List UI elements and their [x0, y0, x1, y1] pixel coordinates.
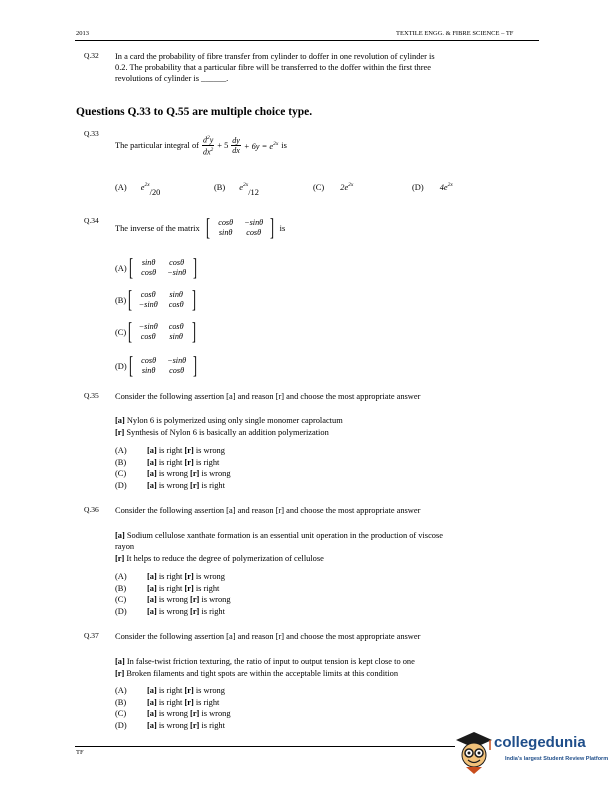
q34-number: Q.34 — [84, 216, 99, 225]
q33-eq-exponent: 2x — [273, 140, 279, 147]
q33-stem-text: The particular integral of — [115, 140, 199, 150]
q35-options — [115, 445, 231, 491]
section-heading: Questions Q.33 to Q.55 are multiple choice type. — [76, 106, 313, 118]
q34-option-a-label: (A) — [115, 263, 127, 273]
q34-option-b[interactable]: (B) [ cosθ sinθ −sinθ cosθ ] — [115, 287, 197, 313]
q33-stem — [115, 134, 287, 156]
footer-rule — [75, 746, 455, 747]
q37-intro: Consider the following assertion [a] and reason [r] and choose the most appropriate answer — [115, 632, 421, 641]
q37-option-c[interactable]: (C) [a] is wrong [r] is wrong — [115, 709, 231, 719]
q33-eq-rhs: + 6y = e — [243, 141, 274, 151]
collegedunia-tagline: India's largest Student Review Platform — [505, 756, 609, 762]
q33-options — [115, 182, 535, 202]
q36-option-b[interactable]: (B) [a] is right [r] is right — [115, 583, 220, 593]
q36-assertion: [a] Sodium cellulose xanthate formation is an essential unit operation in the production of viscose — [115, 531, 443, 540]
q33-option-b[interactable]: (B) $e^{2x}/12$ — [214, 182, 259, 197]
q36-assertion-cont: rayon — [115, 542, 135, 551]
q34-option-b-label: (B) — [115, 295, 127, 305]
q34-option-d-label: (D) — [115, 361, 127, 371]
q33-option-c[interactable]: (C) $2e^{2x}$ — [313, 182, 354, 192]
collegedunia-mascot-icon — [452, 728, 496, 776]
q35-number: Q.35 — [84, 391, 99, 400]
q33-eq-is: is — [281, 140, 287, 150]
header-year: 2013 — [76, 30, 89, 37]
q37-number: Q.37 — [84, 631, 99, 640]
q34-matrix: [ cosθ −sinθ sinθ cosθ ] — [205, 215, 274, 241]
q34-option-a[interactable]: (A) [ sinθ cosθ cosθ −sinθ ] — [115, 255, 197, 281]
q35-assertion: [a] Nylon 6 is polymerized using only single monomer caprolactum — [115, 416, 343, 425]
q36-option-c[interactable]: (C) [a] is wrong [r] is wrong — [115, 595, 231, 605]
q35-option-b[interactable]: (B) [a] is right [r] is right — [115, 457, 220, 467]
q35-reason: [r] Synthesis of Nylon 6 is basically an addition polymerization — [115, 428, 329, 437]
q35-option-d[interactable]: (D) [a] is wrong [r] is right — [115, 480, 225, 490]
q34-option-d[interactable]: (D) [ cosθ −sinθ sinθ cosθ ] — [115, 353, 197, 379]
q37-reason: [r] Broken filaments and tight spots are within the acceptable limits at this condition — [115, 669, 399, 678]
q34-option-c[interactable]: (C) [ −sinθ cosθ cosθ sinθ ] — [115, 319, 197, 345]
q36-option-a[interactable]: (A) [a] is right [r] is wrong — [115, 572, 225, 581]
q36-option-d[interactable]: (D) [a] is wrong [r] is right — [115, 606, 225, 616]
q34-stem-text: The inverse of the matrix — [115, 223, 200, 233]
q36-reason: [r] It helps to reduce the degree of polymerization of cellulose — [115, 554, 324, 563]
q37-option-a[interactable]: (A) [a] is right [r] is wrong — [115, 686, 225, 695]
header-paper-title: TEXTILE ENGG. & FIBRE SCIENCE – TF — [396, 30, 514, 37]
q33-option-d[interactable]: (D) $4e^{2x}$ — [412, 182, 453, 192]
q33-first-derivative: $\frac{dy}{dx}$ — [232, 135, 240, 155]
q37-option-b[interactable]: (B) [a] is right [r] is right — [115, 697, 220, 707]
q34-option-c-label: (C) — [115, 327, 127, 337]
collegedunia-logo-text: collegedunia — [494, 734, 586, 751]
q32-number: Q.32 — [84, 51, 99, 60]
q37-option-d[interactable]: (D) [a] is wrong [r] is right — [115, 720, 225, 730]
q37-options — [115, 685, 231, 731]
q35-option-a[interactable]: (A) [a] is right [r] is wrong — [115, 446, 225, 455]
q35-option-c[interactable]: (C) [a] is wrong [r] is wrong — [115, 469, 231, 479]
q33-number: Q.33 — [84, 129, 99, 138]
q33-eq-plus5: + 5 — [217, 140, 229, 150]
q36-options — [115, 571, 231, 617]
q35-intro: Consider the following assertion [a] and reason [r] and choose the most appropriate answer — [115, 392, 421, 401]
q33-option-a[interactable]: (A) $e^{2x}/20$ — [115, 182, 161, 197]
q32-line-3: revolutions of cylinder is ______. — [115, 74, 229, 83]
q32-line-1: In a card the probability of fibre transfer from cylinder to doffer in one revolution of cylinder is — [115, 52, 435, 61]
footer-code: TF — [76, 749, 84, 756]
q37-assertion: [a] In false-twist friction texturing, the ratio of input to output tension is kept close to one — [115, 657, 415, 666]
q33-second-derivative: $\frac{d^2y}{dx^2}$ — [202, 135, 214, 157]
header-rule — [75, 40, 539, 41]
q36-number: Q.36 — [84, 505, 99, 514]
q32-line-2: 0.2. The probability that a particular fibre will be transferred to the doffer within the first three — [115, 63, 431, 72]
q34-stem-is: is — [279, 223, 286, 233]
q34-stem — [115, 215, 286, 241]
q32-text — [115, 51, 535, 84]
q36-intro: Consider the following assertion [a] and reason [r] and choose the most appropriate answer — [115, 506, 421, 515]
